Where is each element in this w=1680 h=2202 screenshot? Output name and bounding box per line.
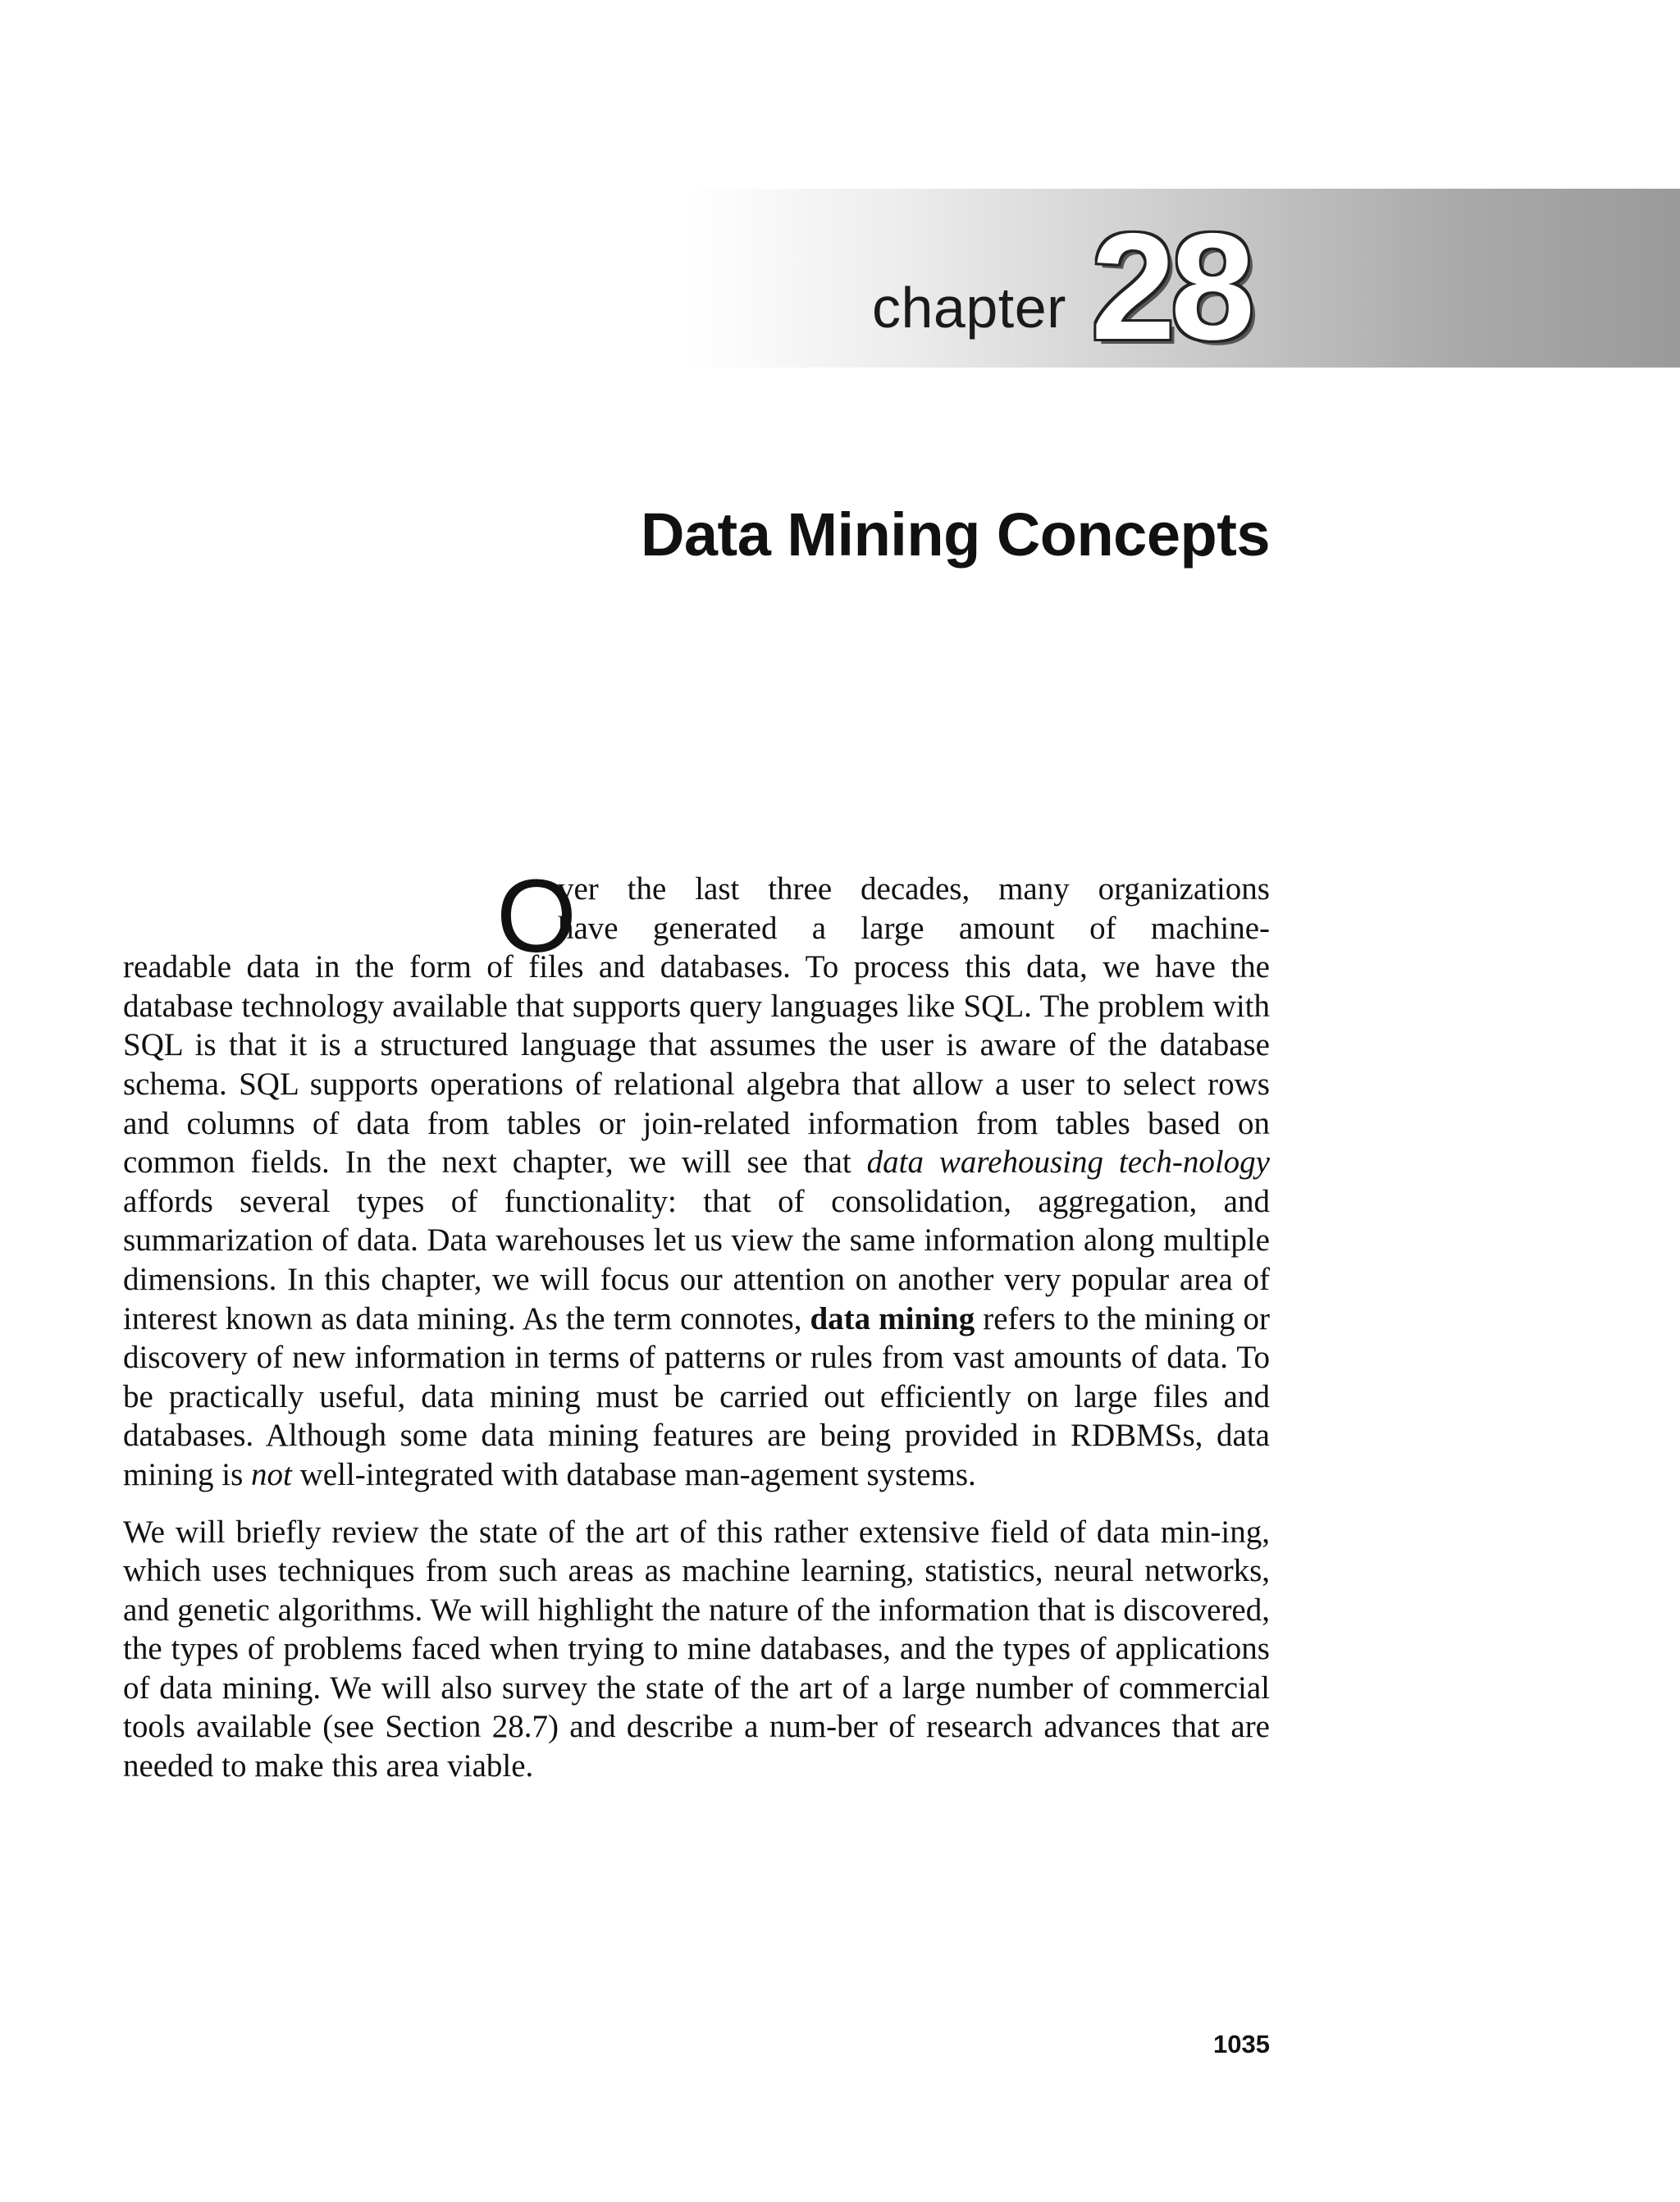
paragraph-intro bbox=[123, 858, 1271, 1495]
italic-term: data warehousing tech-nology bbox=[866, 1144, 1270, 1181]
lead-line-1: ver the last three decades, many organizations bbox=[558, 871, 1270, 907]
chapter-number: 28 bbox=[1091, 203, 1250, 372]
body-text bbox=[123, 858, 1271, 1786]
paragraph-overview: We will briefly review the state of the art of this rather extensive field of data min-ing, which uses techniques from such areas as machine learning, statistics, neural networks, and genetic algorithms. We will highlight the nature of the information that is discovered, the types of problems faced when trying to mine databases, and the types of applications of data mining. We will also survey the state of the art of a large number of commercial tools available (see Section 28.7) and describe a num-ber of research advances that are needed to make this area viable. bbox=[123, 1514, 1270, 1784]
paragraph-text: well-integrated with database man-agement systems. bbox=[291, 1456, 976, 1492]
chapter-title: Data Mining Concepts bbox=[640, 500, 1270, 569]
italic-emphasis: not bbox=[251, 1456, 292, 1492]
drop-cap-lines bbox=[123, 858, 1270, 974]
paragraph-text: readable data in the form of files and databases. To process this data, we have the database technology available that supports query languages like SQL. The problem with SQL is that it is a structured language that assumes the user is aware of the database schema. SQL supports operations of relational algebra that allow a user to select rows and columns of data from tables or join-related information from tables based on common fields. In the next chapter, we will see that bbox=[123, 949, 1270, 1181]
chapter-label: chapter bbox=[872, 276, 1066, 340]
page-number: 1035 bbox=[1213, 2030, 1270, 2058]
paragraph-text: affords several types of functionality: that of consolidation, aggregation, and summarization of data. Data warehouses let us view the same information along multiple dimensions. In this chapter, we will focus our attention on another very popular area of interest known as data mining. As the term connotes, bbox=[123, 1183, 1270, 1336]
paragraph-text: refers to the mining or discovery of new information in terms of patterns or rules from vast amounts of data. To be practically useful, data mining must be carried out efficiently on large files and databases. Although some data mining features are being provided in RDBMSs, data mining is bbox=[123, 1300, 1271, 1492]
lead-line-2: have generated a large amount of machine- bbox=[558, 910, 1270, 946]
drop-cap: O bbox=[496, 858, 578, 974]
bold-term: data mining bbox=[810, 1300, 975, 1336]
